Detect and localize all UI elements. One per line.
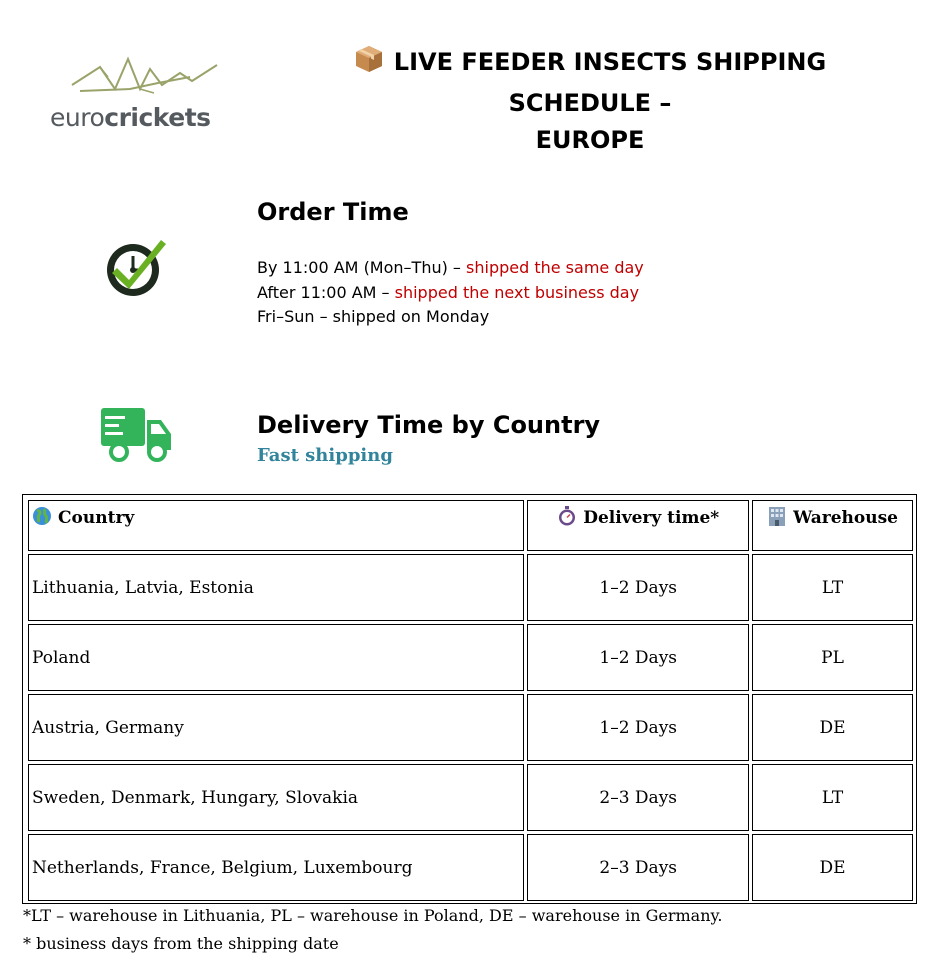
delivery-time-heading: Delivery Time by Country <box>257 411 601 439</box>
table-row <box>28 694 913 761</box>
fast-shipping-subheading: Fast shipping <box>257 445 393 466</box>
title-line-1: LIVE FEEDER INSECTS SHIPPING SCHEDULE – <box>393 48 827 117</box>
table-row <box>28 764 913 831</box>
table-row <box>28 624 913 691</box>
table-row <box>28 834 913 901</box>
footnote-business-days: * business days from the shipping date <box>23 934 339 953</box>
truck-icon <box>101 408 173 467</box>
delivery-time-cell: 1–2 Days <box>527 624 749 691</box>
clock-check-icon <box>103 234 167 305</box>
delivery-table-frame <box>22 494 917 904</box>
column-header-delivery-time: Delivery time* <box>527 500 749 551</box>
order-time-heading: Order Time <box>257 198 409 226</box>
footnote-warehouses: *LT – warehouse in Lithuania, PL – warehouse in Poland, DE – warehouse in Germany. <box>23 906 723 925</box>
order-rule: After 11:00 AM – shipped the next business day <box>257 282 640 302</box>
order-rule: By 11:00 AM (Mon–Thu) – shipped the same day <box>257 258 644 277</box>
country-cell: Sweden, Denmark, Hungary, Slovakia <box>28 764 524 831</box>
globe-icon <box>32 506 52 531</box>
column-header-warehouse: Warehouse <box>752 500 913 551</box>
stopwatch-icon <box>557 506 577 531</box>
delivery-time-cell: 1–2 Days <box>527 694 749 761</box>
country-cell: Lithuania, Latvia, Estonia <box>28 554 524 621</box>
warehouse-cell: DE <box>752 694 913 761</box>
title-line-2: EUROPE <box>535 126 645 154</box>
warehouse-cell: PL <box>752 624 913 691</box>
delivery-time-cell: 2–3 Days <box>527 834 749 901</box>
country-cell: Netherlands, France, Belgium, Luxembourg <box>28 834 524 901</box>
eurocrickets-logo <box>48 55 228 135</box>
country-cell: Poland <box>28 624 524 691</box>
package-icon <box>354 44 384 85</box>
page-title <box>290 44 890 159</box>
order-time-rules <box>257 256 644 330</box>
order-rule: Fri–Sun – shipped on Monday <box>257 307 490 326</box>
cricket-logo-icon <box>70 55 220 105</box>
delivery-time-cell: 2–3 Days <box>527 764 749 831</box>
warehouse-cell: LT <box>752 554 913 621</box>
warehouse-cell: DE <box>752 834 913 901</box>
logo-wordmark: eurocrickets <box>50 103 211 132</box>
building-icon <box>767 506 787 531</box>
warehouse-cell: LT <box>752 764 913 831</box>
country-cell: Austria, Germany <box>28 694 524 761</box>
table-header-row <box>28 500 913 551</box>
delivery-time-cell: 1–2 Days <box>527 554 749 621</box>
column-header-country: Country <box>28 500 524 551</box>
delivery-table <box>25 497 916 904</box>
table-row <box>28 554 913 621</box>
